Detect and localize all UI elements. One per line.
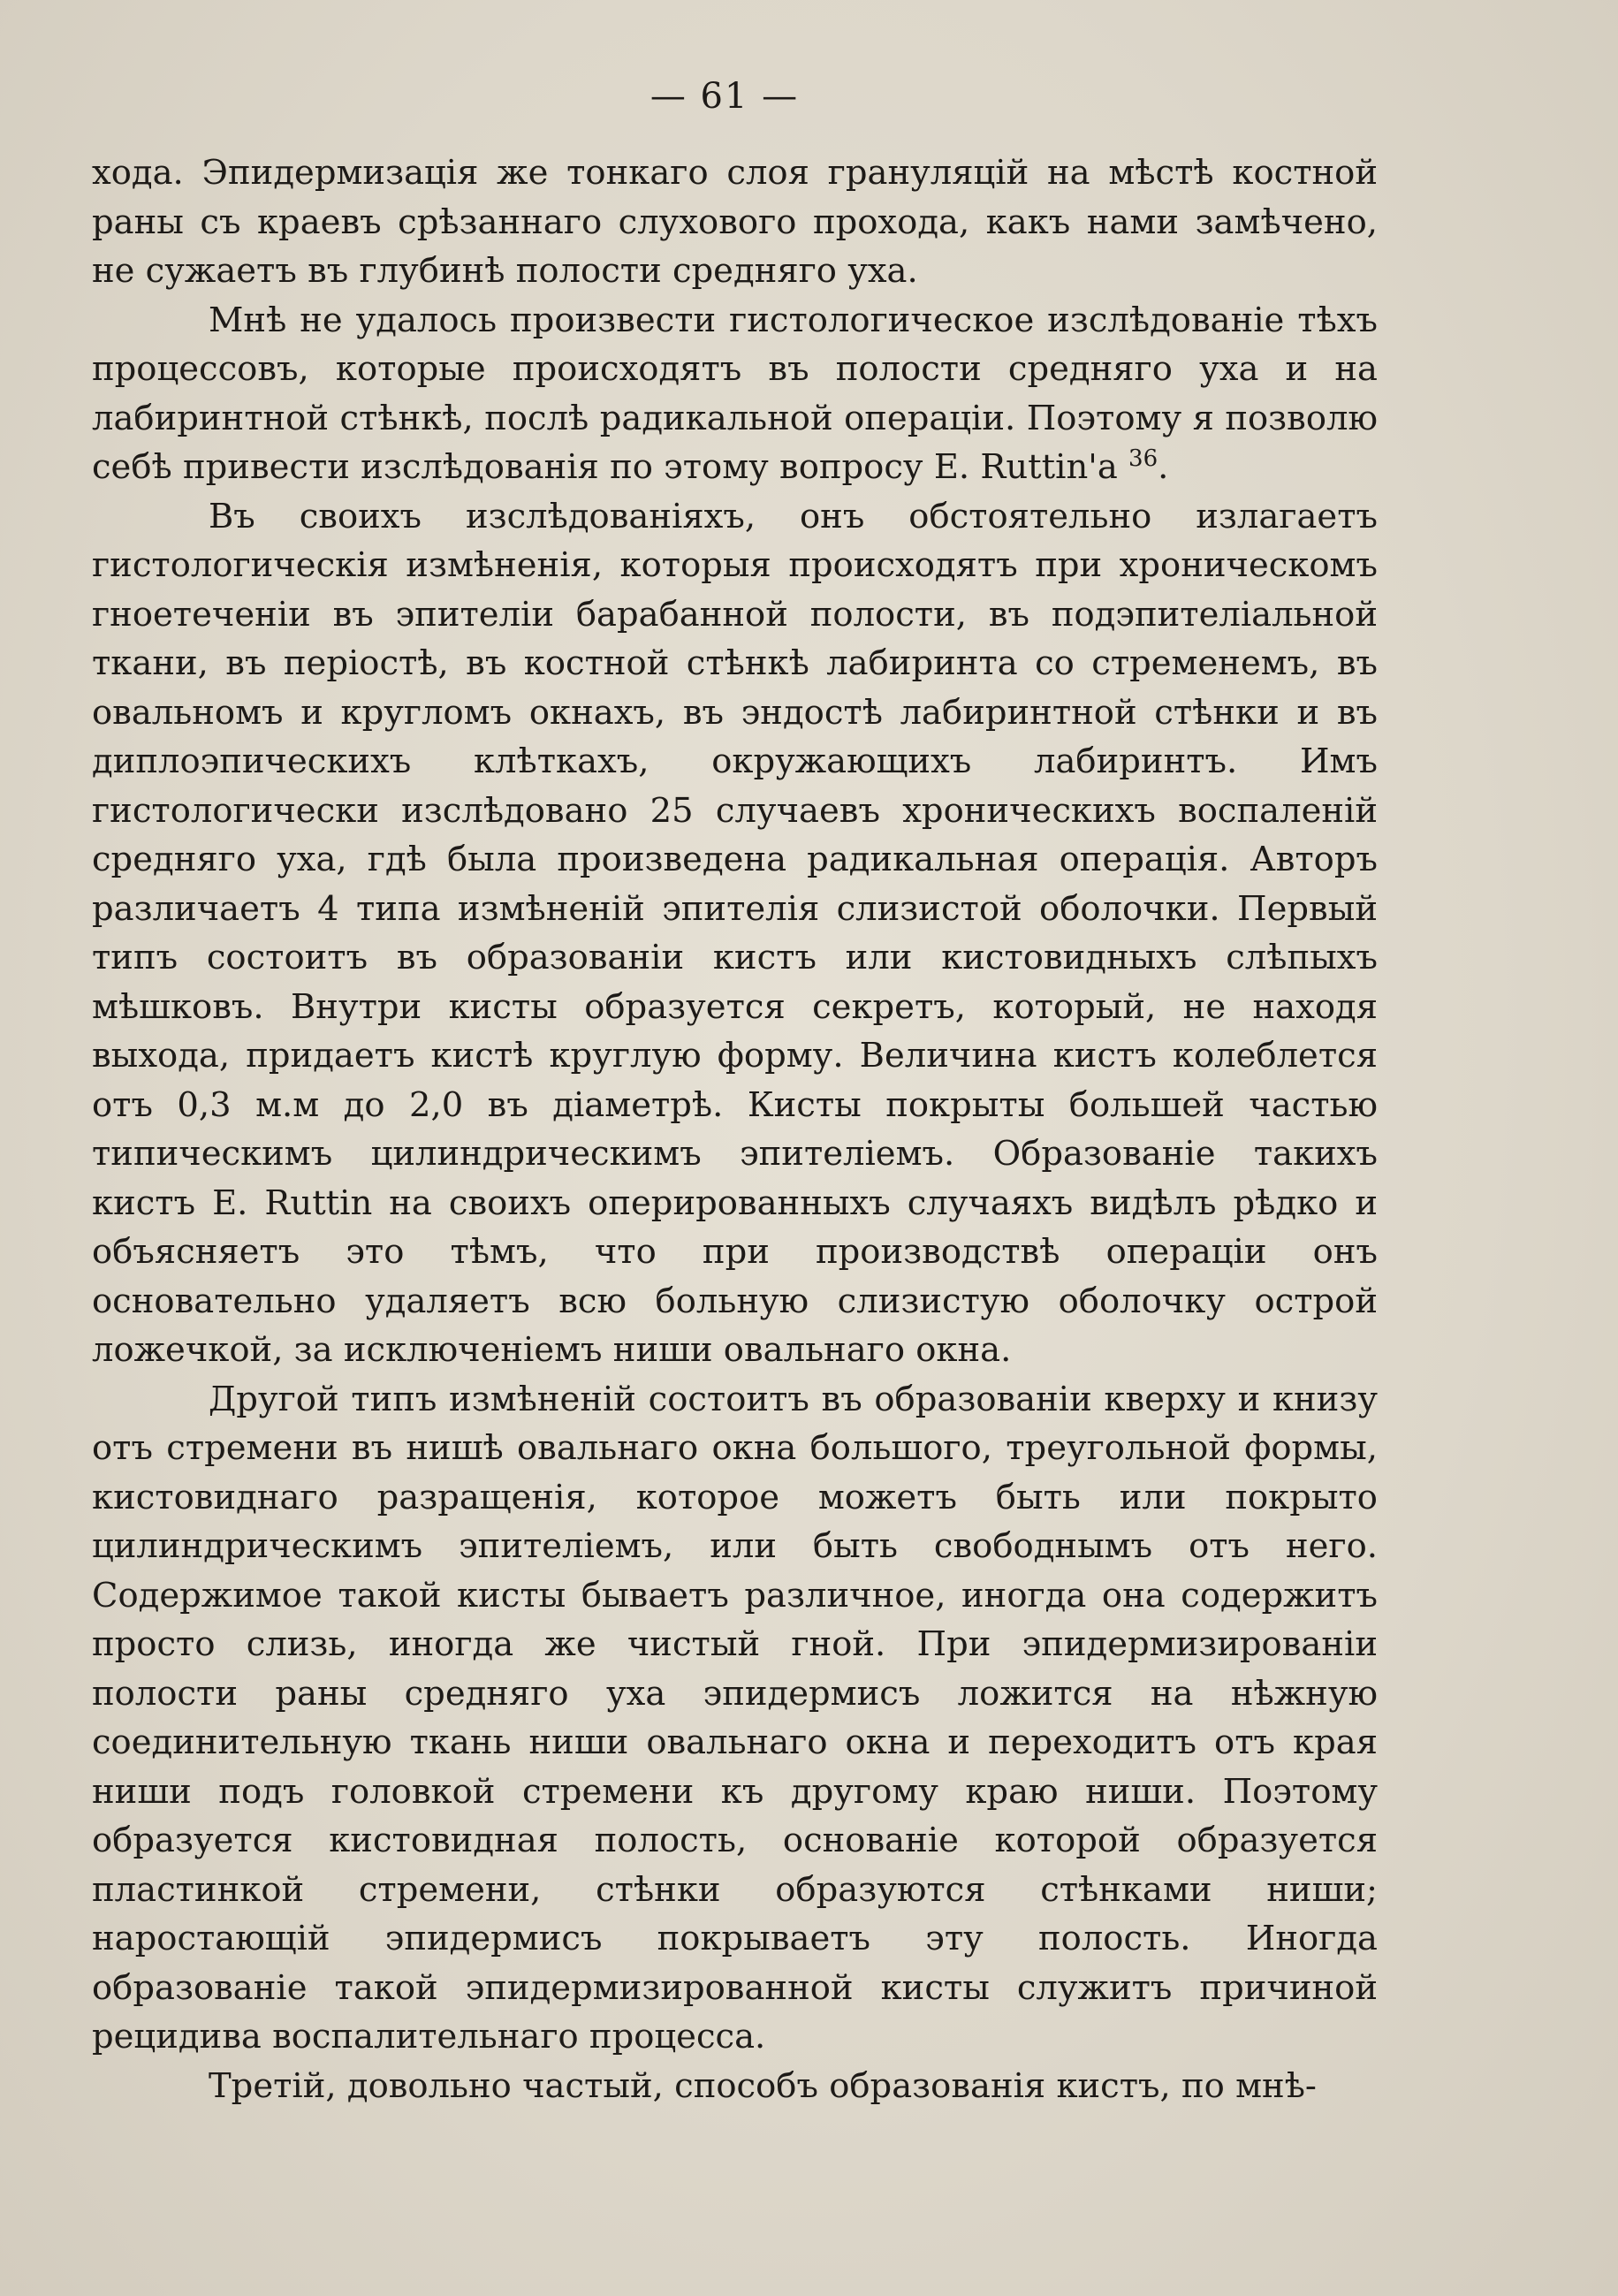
paragraph-5: Третій, довольно частый, способъ образованія кистъ, по мнѣ- [209,2065,1317,2106]
paragraph-1: хода. Эпидермизація же тонкаго слоя грануляцій на мѣстѣ костной раны съ краевъ срѣзаннаго слухового прохода, какъ нами замѣчено, не сужаетъ въ глубинѣ полости средняго уха. [92,153,1378,291]
paragraph-2 [92,296,1378,492]
paragraph-4: Другой типъ измѣненій состоитъ въ образованіи кверху и книзу отъ стремени въ нишѣ овальнаго окна большого, треугольной формы, кистовиднаго разращенія, которое можетъ быть или покрыто цилиндрическимъ эпителіемъ, или быть свободнымъ отъ него. Содержимое такой кисты бываетъ различное, иногда она содержитъ просто слизь, иногда же чистый гной. При эпидермизированіи полости раны средняго уха эпидермисъ ложится на нѣжную соединительную ткань ниши овальнаго окна и переходитъ отъ края ниши подъ головкой стремени къ другому краю ниши. Поэтому образуется кистовидная полость, основаніе которой образуется пластинкой стремени, стѣнки образуются стѣнками ниши; наростающій эпидермисъ покрываетъ эту полость. Иногда образованіе такой эпидермизированной кисты служитъ причиной рецидива воспалительнаго процесса. [92,1379,1378,2057]
body-text [92,148,1378,2110]
reference-number: 36 [1128,445,1158,473]
paragraph-2-text: Мнѣ не удалось произвести гистологическое изслѣдованіе тѣхъ процессовъ, которые происходятъ въ полости средняго уха и на лабиринтной стѣнкѣ, послѣ радикальной операціи. Поэтому я позволю себѣ привести изслѣдованія по этому вопросу E. Ruttin'a [92,300,1378,487]
paragraph-2-end: . [1158,447,1169,487]
paragraph-3: Въ своихъ изслѣдованіяхъ, онъ обстоятельно излагаетъ гистологическія измѣненія, которыя происходятъ при хроническомъ гноетеченіи въ эпителіи барабанной полости, въ подэпителіальной ткани, въ періостѣ, въ костной стѣнкѣ лабиринта со стременемъ, въ овальномъ и кругломъ окнахъ, въ эндостѣ лабиринтной стѣнки и въ диплоэпическихъ клѣткахъ, окружающихъ лабиринтъ. Имъ гистологически изслѣдовано 25 случаевъ хроническихъ воспаленій средняго уха, гдѣ была произведена радикальная операція. Авторъ различаетъ 4 типа измѣненій эпителія слизистой оболочки. Первый типъ состоитъ въ образованіи кистъ или кистовидныхъ слѣпыхъ мѣшковъ. Внутри кисты образуется секретъ, который, не находя выхода, придаетъ кистѣ круглую форму. Величина кистъ колеблется отъ 0,3 м.м до 2,0 въ діаметрѣ. Кисты покрыты большей частью типическимъ цилиндрическимъ эпителіемъ. Образованіе такихъ кистъ E. Ruttin на своихъ оперированныхъ случаяхъ видѣлъ рѣдко и объясняетъ это тѣмъ, что при производствѣ операціи онъ основательно удаляетъ всю больную слизистую оболочку острой ложечкой, за исключеніемъ ниши овальнаго окна. [92,496,1378,1370]
page-number: — 61 — [649,76,800,117]
